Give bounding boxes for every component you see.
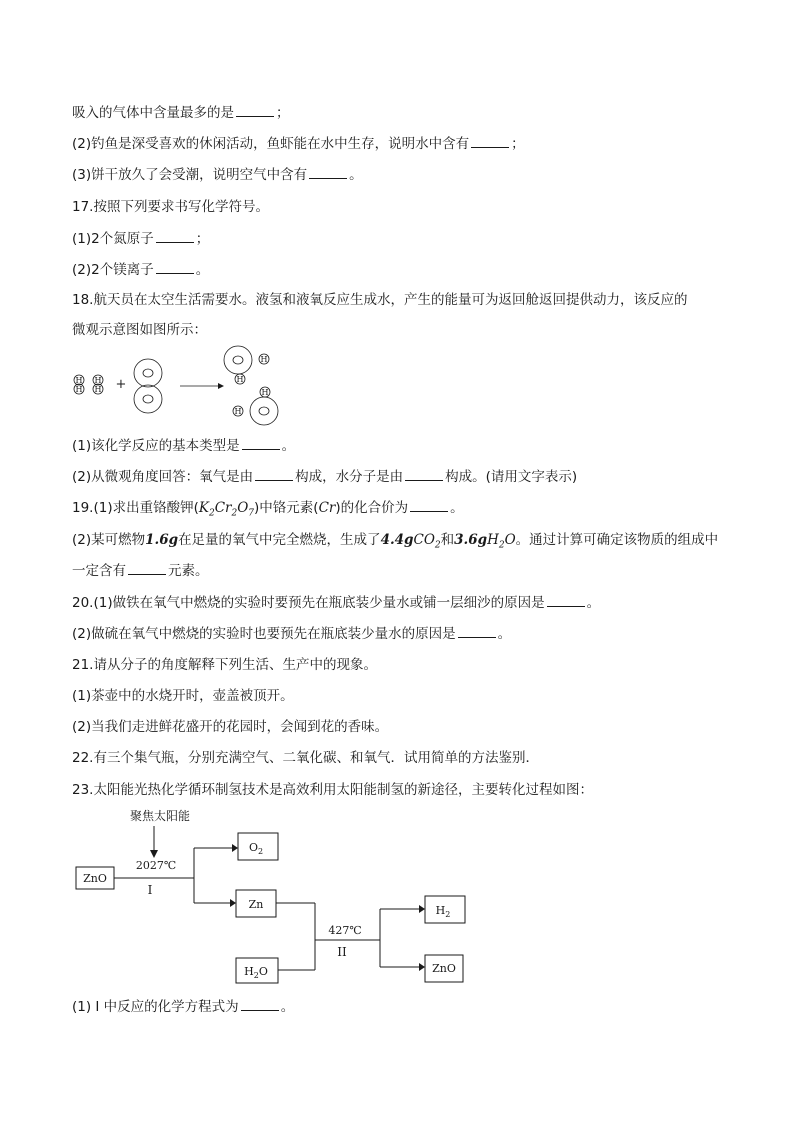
question-23: 23.太阳能光热化学循环制氢技术是高效利用太阳能制氢的新途径，主要转化过程如图： [72, 782, 593, 798]
text-line: (1)茶壶中的水烧开时，壶盖被顶开。 [72, 688, 294, 704]
oxygen-molecule [134, 359, 162, 413]
text-line: (2)某可燃物1.6g在足量的氧气中完全燃烧，生成了4.4gCO$_2$和$3.6gH_2O$。通过计算可确定该物质的组成中 [72, 532, 719, 551]
text-line: (2)当我们走进鲜花盛开的花园时，会闻到花的香味。 [72, 719, 389, 735]
text-line: (1) I 中反应的化学方程式为 。 [72, 999, 295, 1015]
question-22: 22.有三个集气瓶，分别充满空气、二氧化碳、和氧气．试用简单的方法鉴别． [72, 750, 539, 766]
text-line: (3)饼干放久了会受潮，说明空气中含有 。 [72, 167, 363, 183]
answer-blank[interactable] [241, 998, 279, 1011]
answer-blank[interactable] [547, 594, 585, 607]
text-line: (2)做硫在氧气中燃烧的实验时也要预先在瓶底装少量水的原因是 。 [72, 626, 512, 642]
svg-text:H: H [94, 376, 102, 385]
svg-text:ZnO: ZnO [432, 962, 456, 975]
plus-sign: + [115, 377, 127, 392]
svg-text:H: H [94, 385, 102, 394]
answer-blank[interactable] [242, 437, 280, 450]
svg-text:H2O: $H_2O$ [244, 965, 268, 980]
question-19: 19.(1)求出重铬酸钾$(K_2Cr_2O_7)$中铬元素(Cr)的化合价为 。 [72, 500, 464, 519]
answer-blank[interactable] [156, 230, 194, 243]
text-line: (2)钓鱼是深受喜欢的休闲活动，鱼虾能在水中生存，说明水中含有 ； [72, 136, 525, 152]
text-line: (1)2个氮原子 ； [72, 231, 210, 247]
question-17: 17.按照下列要求书写化学符号。 [72, 199, 269, 215]
text-line: 一定含有 元素。 [72, 563, 209, 579]
answer-blank[interactable] [471, 135, 509, 148]
step-1-label: I [147, 883, 153, 897]
answer-blank[interactable] [458, 625, 496, 638]
svg-text:ZnO: ZnO [83, 872, 107, 885]
temp-2: 427℃ [328, 924, 362, 937]
text-line: (2)2个镁离子 。 [72, 262, 210, 278]
water-molecule [233, 387, 278, 425]
answer-blank[interactable] [405, 468, 443, 481]
svg-text:H: H [236, 375, 244, 384]
temp-1: 2027℃ [135, 859, 177, 872]
answer-blank[interactable] [236, 104, 274, 117]
question-18: 18.航天员在太空生活需要水。液氢和液氧反应生成水，产生的能量可为返回舱返回提供动力，该反应的 [72, 292, 688, 308]
text-line: 吸入的气体中含量最多的是 ； [72, 105, 290, 121]
svg-text:H: H [75, 385, 83, 394]
answer-blank[interactable] [410, 499, 448, 512]
text-line: (1)该化学反应的基本类型是 。 [72, 438, 296, 454]
text-line: (2)从微观角度回答：氧气是由 构成，水分子是由 构成。(请用文字表示) [72, 469, 578, 485]
svg-text:Zn: Zn [248, 898, 264, 911]
h-atom-label: H [75, 376, 83, 385]
water-molecule [224, 346, 269, 384]
answer-blank[interactable] [128, 562, 166, 575]
svg-text:H2: $H_2$ [435, 904, 451, 919]
svg-text:H: H [234, 407, 242, 416]
answer-blank[interactable] [156, 261, 194, 274]
hydrogen-production-flowchart [70, 804, 480, 986]
question-21: 21.请从分子的角度解释下列生活、生产中的现象。 [72, 657, 377, 673]
svg-text:H: H [261, 388, 269, 397]
answer-blank[interactable] [309, 166, 347, 179]
svg-text:O2: $O_2$ [248, 841, 264, 856]
micro-reaction-diagram [70, 342, 285, 428]
solar-label: 聚焦太阳能 [129, 809, 191, 823]
svg-text:H: H [260, 355, 268, 364]
step-2-label: II [337, 945, 347, 959]
question-20: 20.(1)做铁在氧气中燃烧的实验时要预先在瓶底装少量水或铺一层细沙的原因是 。 [72, 595, 601, 611]
text-line: 微观示意图如图所示： [72, 322, 207, 338]
answer-blank[interactable] [255, 468, 293, 481]
